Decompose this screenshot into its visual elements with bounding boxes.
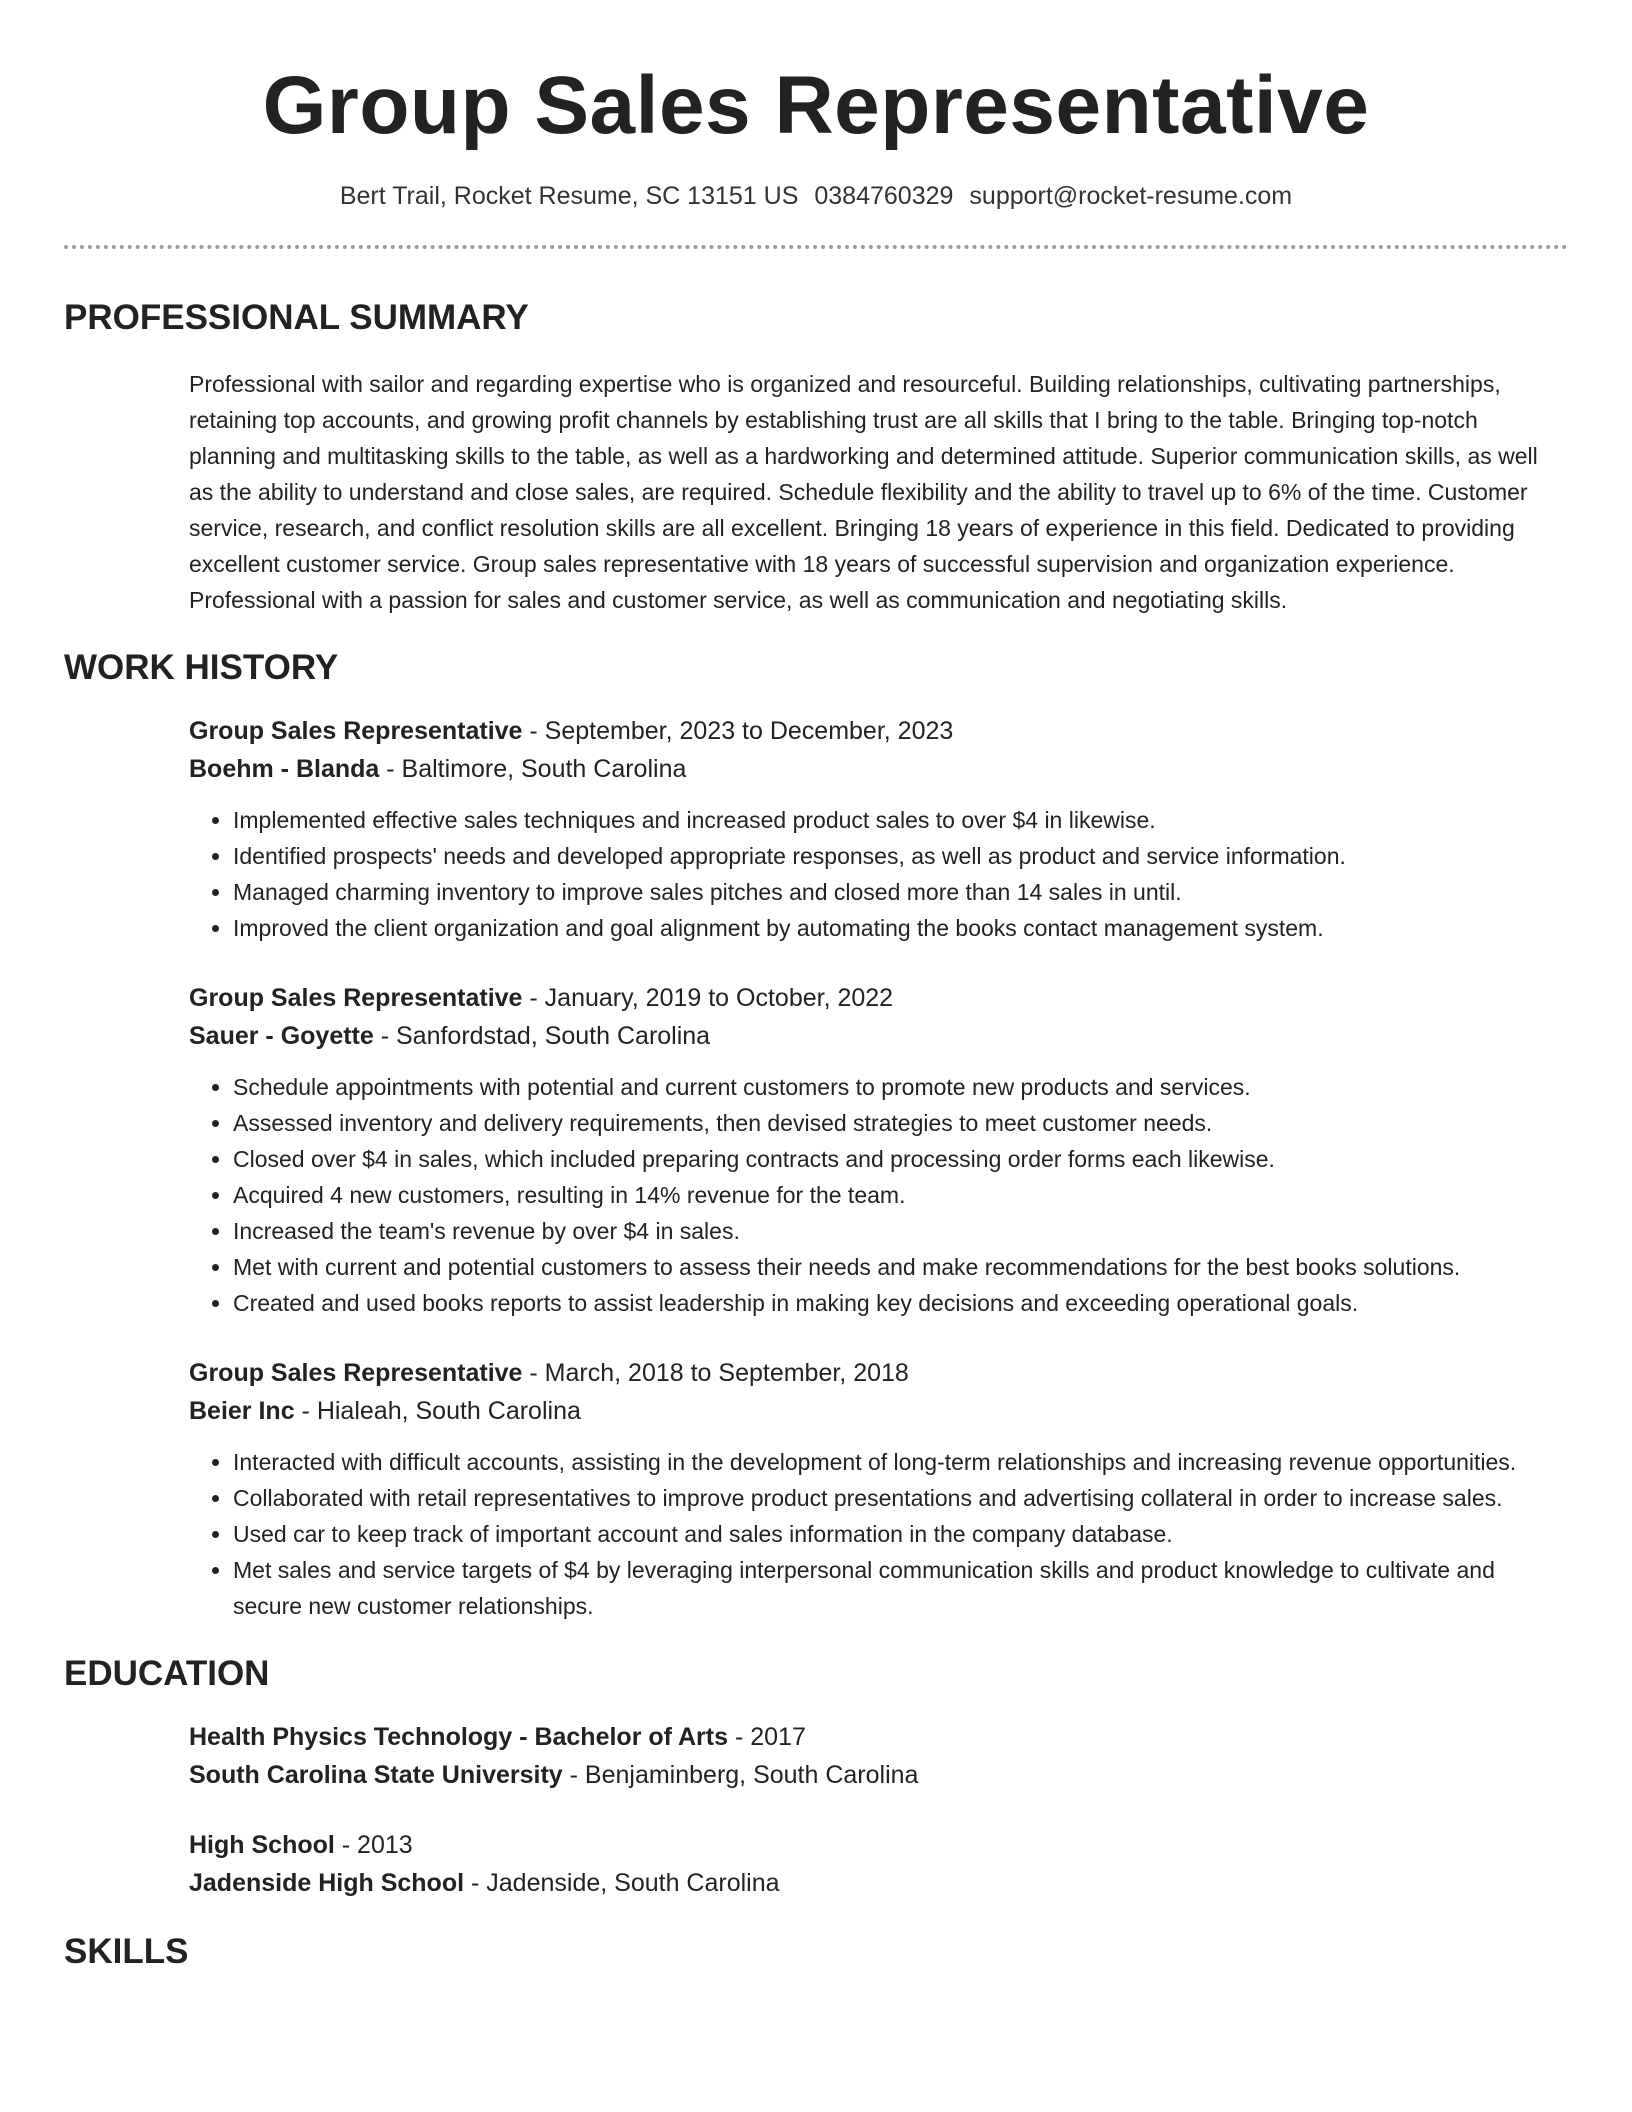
job-company-line xyxy=(189,1017,1568,1055)
resume-page xyxy=(64,0,1568,1974)
job-title-line xyxy=(189,712,1568,750)
job-company-line xyxy=(189,750,1568,788)
job-title: Group Sales Representative xyxy=(189,1359,523,1387)
job-location: - Sanfordstad, South Carolina xyxy=(373,1022,711,1050)
education-year: - 2013 xyxy=(334,1831,413,1859)
education-degree: High School xyxy=(189,1831,335,1859)
job-title: Group Sales Representative xyxy=(189,717,523,745)
job-bullets xyxy=(189,802,1568,946)
education-section xyxy=(64,1652,1568,1902)
work-history-section xyxy=(64,646,1568,1624)
job-title-line xyxy=(189,979,1568,1017)
job-bullet: • Created and used books reports to assist leadership in making key decisions and exceeding operational goals. xyxy=(233,1285,1568,1321)
education-entry xyxy=(189,1826,1568,1902)
job-entry xyxy=(189,712,1568,946)
education-degree-line xyxy=(189,1826,1568,1864)
skills-section xyxy=(64,1930,1568,1974)
job-dates: - March, 2018 to September, 2018 xyxy=(522,1359,909,1387)
contact-line xyxy=(64,180,1568,212)
job-bullet: • Closed over $4 in sales, which included preparing contracts and processing order forms each likewise. xyxy=(233,1141,1568,1177)
job-bullet: • Interacted with difficult accounts, assisting in the development of long-term relationships and increasing revenue opportunities. xyxy=(233,1444,1568,1480)
job-title-line xyxy=(189,1354,1568,1392)
job-bullet: • Schedule appointments with potential and current customers to promote new products and services. xyxy=(233,1069,1568,1105)
job-location: - Baltimore, South Carolina xyxy=(379,755,687,783)
education-year: - 2017 xyxy=(728,1723,806,1751)
education-location: - Jadenside, South Carolina xyxy=(464,1869,780,1897)
job-bullet: • Managed charming inventory to improve sales pitches and closed more than 14 sales in until. xyxy=(233,874,1568,910)
education-entry xyxy=(189,1718,1568,1794)
job-bullets xyxy=(189,1444,1568,1624)
job-title: Group Sales Representative xyxy=(189,984,523,1012)
education-school-line xyxy=(189,1864,1568,1902)
summary-text: Professional with sailor and regarding expertise who is organized and resourceful. Building relationships, cultivating partnerships, retaining top accounts, and growing profit channels by establishing trust are all skills that I bring to the table. Bringing top-notch planning and multitasking skills to the table, as well as a hardworking and determined attitude. Superior communication skills, as well as the ability to understand and close sales, are required. Schedule flexibility and the ability to travel up to 6% of the time. Customer service, research, and conflict resolution skills are all excellent. Bringing 18 years of experience in this field. Dedicated to providing excellent customer service. Group sales representative with 18 years of successful supervision and organization experience. Professional with a passion for sales and customer service, as well as communication and negotiating skills. xyxy=(189,371,1538,613)
education-school: Jadenside High School xyxy=(189,1869,465,1897)
job-location: - Hialeah, South Carolina xyxy=(294,1397,581,1425)
header-divider xyxy=(64,245,1568,249)
job-entry xyxy=(189,979,1568,1321)
job-company-line xyxy=(189,1392,1568,1430)
job-bullet: • Collaborated with retail representatives to improve product presentations and advertising collateral in order to increase sales. xyxy=(233,1480,1568,1516)
job-bullet: • Increased the team's revenue by over $4 in sales. xyxy=(233,1213,1568,1249)
job-company: Beier Inc xyxy=(189,1397,295,1425)
education-location: - Benjaminberg, South Carolina xyxy=(562,1761,919,1789)
education-degree: Health Physics Technology - Bachelor of Arts xyxy=(189,1723,729,1751)
education-school-line xyxy=(189,1756,1568,1794)
contact-phone: 0384760329 xyxy=(814,182,954,210)
contact-email: support@rocket-resume.com xyxy=(969,182,1293,210)
contact-address: Bert Trail, Rocket Resume, SC 13151 US xyxy=(339,182,799,210)
job-entry xyxy=(189,1354,1568,1624)
resume-title: Group Sales Representative xyxy=(262,60,1370,151)
summary-section xyxy=(64,296,1568,618)
education-heading: EDUCATION xyxy=(64,1654,270,1693)
education-degree-line xyxy=(189,1718,1568,1756)
job-dates: - September, 2023 to December, 2023 xyxy=(522,717,954,745)
job-bullet: • Met with current and potential customers to assess their needs and make recommendations for the best books solutions. xyxy=(233,1249,1568,1285)
job-company: Sauer - Goyette xyxy=(189,1022,374,1050)
job-company: Boehm - Blanda xyxy=(189,755,380,783)
summary-heading: PROFESSIONAL SUMMARY xyxy=(64,298,529,337)
job-dates: - January, 2019 to October, 2022 xyxy=(522,984,894,1012)
job-bullet: • Implemented effective sales techniques and increased product sales to over $4 in likewise. xyxy=(233,802,1568,838)
job-bullet: • Improved the client organization and goal alignment by automating the books contact management system. xyxy=(233,910,1568,946)
job-bullet: • Acquired 4 new customers, resulting in 14% revenue for the team. xyxy=(233,1177,1568,1213)
skills-heading: SKILLS xyxy=(64,1932,189,1971)
job-bullet: • Assessed inventory and delivery requirements, then devised strategies to meet customer needs. xyxy=(233,1105,1568,1141)
job-bullet: • Identified prospects' needs and developed appropriate responses, as well as product and service information. xyxy=(233,838,1568,874)
job-bullets xyxy=(189,1069,1568,1321)
job-bullet: • Met sales and service targets of $4 by leveraging interpersonal communication skills and product knowledge to cultivate and secure new customer relationships. xyxy=(233,1552,1568,1624)
education-school: South Carolina State University xyxy=(189,1761,563,1789)
work-history-heading: WORK HISTORY xyxy=(64,648,339,687)
job-bullet: • Used car to keep track of important account and sales information in the company database. xyxy=(233,1516,1568,1552)
